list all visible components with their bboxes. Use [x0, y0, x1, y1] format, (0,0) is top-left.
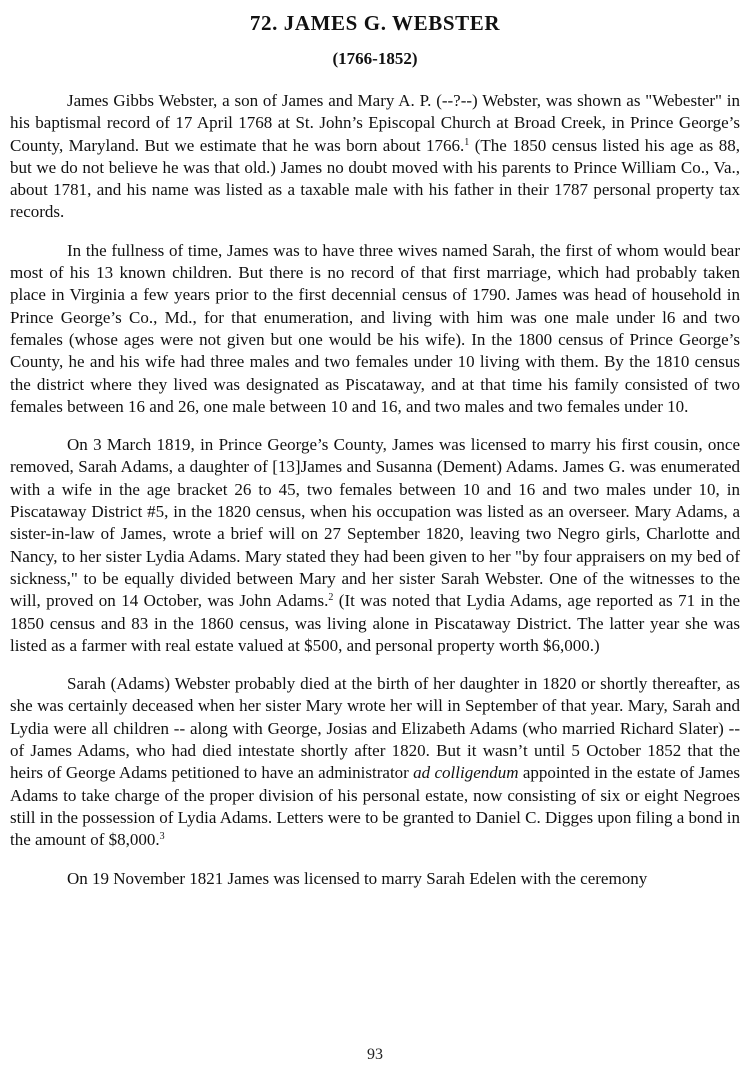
paragraph-3	[10, 434, 740, 657]
chapter-title: 72. JAMES G. WEBSTER	[249, 11, 501, 35]
paragraph-5: On 19 November 1821 James was licensed to marry Sarah Edelen with the ceremony	[67, 868, 648, 888]
paragraph-4-text-a: Sarah (Adams) Webster probably died at the birth of her daughter in 1820 or shortly thereafter, as she was certainly deceased when her sister Mary wrote her will in September of that year. Mary, Sarah and Lydia were all children -- along with George, Josias and Elizabeth Adams (who married Richard Slater) -- of James Adams, who had died intestate shortly after 1820. But it wasn’t until 5 October 1852 that the heirs of George Adams petitioned to have an administrator	[10, 674, 740, 783]
life-dates: (1766-1852)	[332, 49, 418, 68]
paragraph-1-text-b: (The 1850 census listed his age as 88, but we do not believe he was that old.) James no doubt moved with his parents to Prince William Co., Va., about 1781, and his name was listed as a taxable male with his father in their 1787 personal property tax records.	[10, 135, 740, 222]
paragraph-1-text-a: James Gibbs Webster, a son of James and Mary A. P. (--?--) Webster, was shown as "Webester" in his baptismal record of 17 April 1768 at St. John’s Episcopal Church at Broad Creek, in Prince George’s County, Maryland. But we estimate that he was born about 1766.	[10, 91, 740, 155]
footnote-ref-3: 3	[159, 831, 165, 843]
paragraph-2: In the fullness of time, James was to have three wives named Sarah, the first of whom would bear most of his 13 known children. But there is no record of that first marriage, which had probably taken place in Virginia a few years prior to the first decennial census of 1790. James was head of household in Prince George’s Co., Md., for that enumeration, and living with him was one male under l6 and two females (whose ages were not given but one would be his wife). In the 1800 census of Prince George’s County, he and his wife had three males and two females under 10 living with them. By the 1810 census the district where they lived was designated as Piscataway, and at that time his family consisted of two females between 16 and 26, one male between 10 and 16, and two males and two females under 10.	[10, 240, 740, 416]
body-text	[10, 90, 740, 906]
italic-latin-term: ad colligendum	[413, 763, 519, 783]
paragraph-3-text-a: On 3 March 1819, in Prince George’s County, James was licensed to marry his first cousin, once removed, Sarah Adams, a daughter of [13]James and Susanna (Dement) Adams. James G. was enumerated with a wife in the age bracket 26 to 45, two females between 10 and 16 and two males under 10, in Piscataway District #5, in the 1820 census, when his occupation was listed as an overseer. Mary Adams, a sister-in-law of James, wrote a brief will on 27 September 1820, leaving two Negro girls, Charlotte and Nancy, to her sister Lydia Adams. Mary stated they had been given to her "by four appraisers on my bed of sickness," to be equally divided between Mary and her sister Sarah Webster. One of the witnesses to the will, proved on 14 October, was John Adams.	[10, 435, 740, 611]
document-page	[10, 0, 740, 1075]
paragraph-3-text-b: (It was noted that Lydia Adams, age reported as 71 in the 1850 census and 83 in the 1860 census, was living alone in Piscataway District. The latter year she was listed as a farmer with real estate valued at $500, and personal property worth $6,000.)	[10, 591, 740, 655]
paragraph-4-text-b: appointed in the estate of James Adams to take charge of the proper division of his personal estate, now consisting of six or eight Negroes still in the possession of Lydia Adams. Letters were to be granted to Daniel C. Digges upon filing a bond in the amount of $8,000.	[10, 763, 740, 850]
paragraph-4	[10, 673, 740, 851]
footnote-ref-2: 2	[328, 592, 334, 604]
footnote-ref-1: 1	[464, 136, 470, 148]
page-number: 93	[367, 1046, 383, 1063]
paragraph-1	[10, 90, 740, 224]
